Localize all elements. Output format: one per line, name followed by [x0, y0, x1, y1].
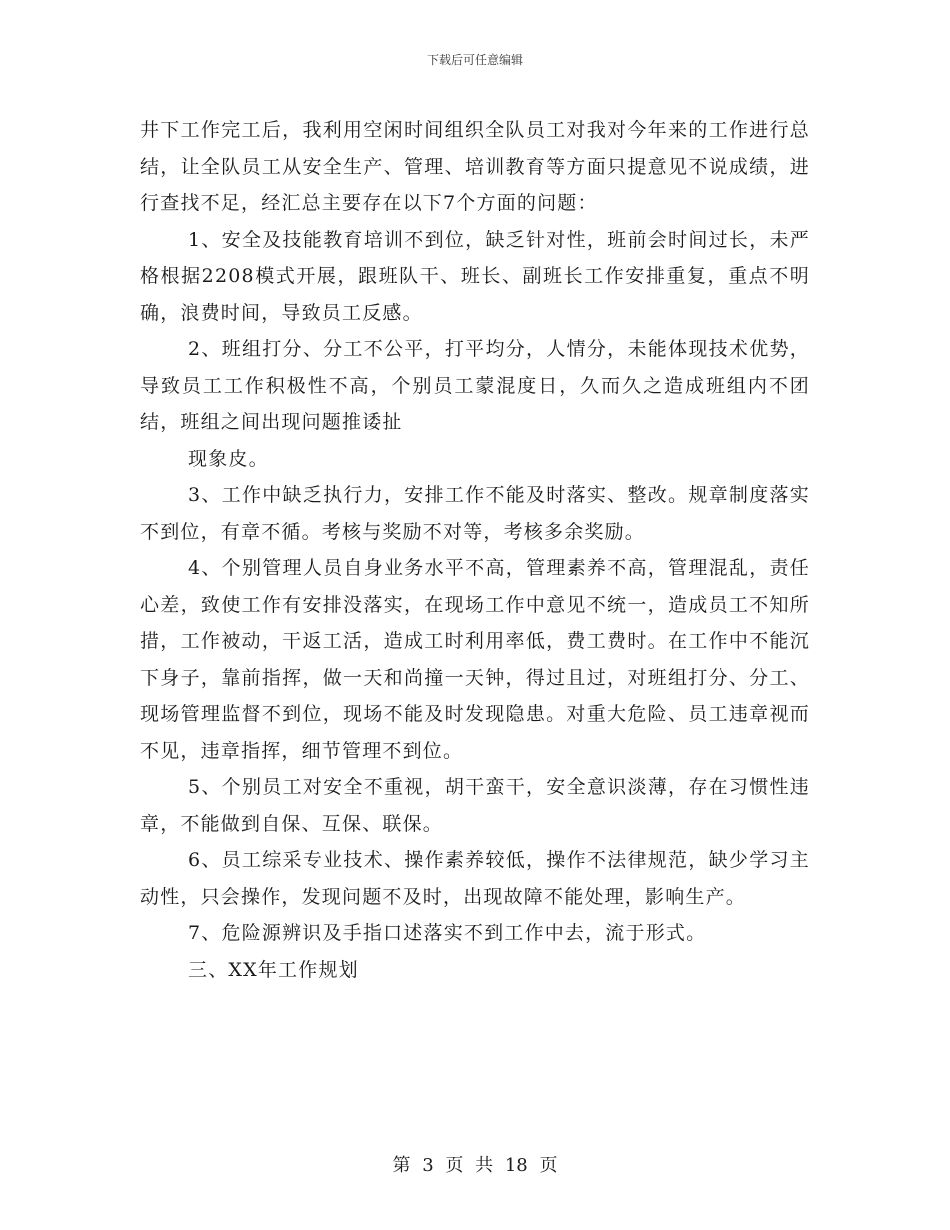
document-body: [140, 112, 810, 988]
paragraph-item-4: 4、个别管理人员自身业务水平不高，管理素养不高，管理混乱，责任心差，致使工作有安排没落实，在现场工作中意见不统一，造成员工不知所措，工作被动，干返工活，造成工时利用率低，费工费时。在工作中不能沉下身子，靠前指挥，做一天和尚撞一天钟，得过且过，对班组打分、分工、现场管理监督不到位，现场不能及时发现隐患。对重大危险、员工违章视而不见，违章指挥，细节管理不到位。: [140, 557, 810, 762]
paragraph-item-7: 7、危险源辨识及手指口述落实不到工作中去，流于形式。: [188, 922, 707, 944]
paragraph-item-2: 2、班组打分、分工不公平，打平均分，人情分，未能体现技术优势，导致员工工作积极性不高，个别员工蒙混度日，久而久之造成班组内不团结，班组之间出现问题推诿扯: [140, 338, 810, 433]
page-header: 下载后可任意编辑: [426, 53, 523, 67]
page-number: 第 3 页 共 18 页: [392, 1155, 558, 1176]
paragraph-intro: 井下工作完工后，我利用空闲时间组织全队员工对我对今年来的工作进行总结，让全队员工从安全生产、管理、培训教育等方面只提意见不说成绩，进行查找不足，经汇总主要存在以下7个方面的问题：: [140, 119, 810, 214]
paragraph-item-1: 1、安全及技能教育培训不到位，缺乏针对性，班前会时间过长，未严格根据2208模式开展，跟班队干、班长、副班长工作安排重复，重点不明确，浪费时间，导致员工反感。: [140, 228, 810, 324]
paragraph-item-3: 3、工作中缺乏执行力，安排工作不能及时落实、整改。规章制度落实不到位，有章不循。考核与奖励不对等，考核多余奖励。: [140, 484, 810, 543]
paragraph-item-6: 6、员工综采专业技术、操作素养较低，操作不法律规范，缺少学习主动性，只会操作，发现问题不及时，出现故障不能处理，影响生产。: [140, 849, 810, 908]
paragraph-item-2-continued: 现象皮。: [188, 447, 269, 470]
section-heading: 三、XX年工作规划: [188, 958, 359, 981]
paragraph-item-5: 5、个别员工对安全不重视，胡干蛮干，安全意识淡薄，存在习惯性违章，不能做到自保、互保、联保。: [140, 776, 810, 835]
